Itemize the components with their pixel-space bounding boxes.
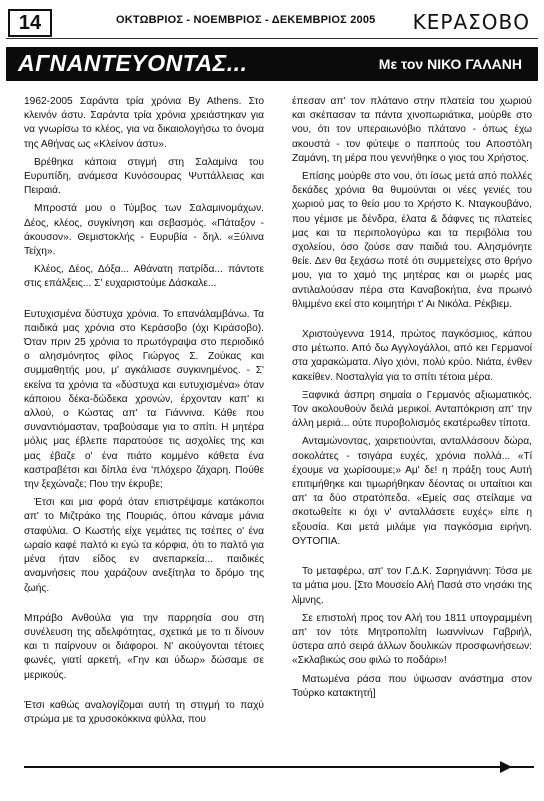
arrow-right-icon [500, 761, 512, 773]
page-number: 14 [8, 9, 52, 37]
paragraph: Σε επιστολή προς τον Αλή του 1811 υπογραμμένη απ' τον τότε Μητροπολίτη Ιωαννίνων Γαβριήλ, ύστερα από σειρά άλλων δουλικών προσφωνήσεων: «Σκλαβικώς σου φιλώ το ποδάρι»! [292, 612, 532, 667]
paragraph: Ανταμώνοντας, χαιρετιούνται, ανταλλάσουν δώρα, σοκολάτες - τσιγάρα ευχές, χρόνια πολλά... «Τί έχουμε να χωρίσουμε;» Αμ' δε! η πράξη τους Αυτή επιτιμήθηκε και τιμωρήθηκαν δέοντας οι υπαίτιοι και απ' τα δύο στρατόπεδα. «Εμείς σας στείλαμε να σκοτωθείτε κι όχι ν' ανταλλάσετε ευχές» είπε η εξουσία. Και μετά μιλάμε για παγκόσμια ειρήνη. ΟΥΤΟΠΙΑ. [292, 436, 532, 547]
paragraph: Βρέθηκα κάποια στιγμή στη Σαλαμίνα του Ευρυπίδη, ανάμεσα Κυνόσουρας Ψυττάλλειας και Πειραιά. [24, 156, 264, 197]
left-column [24, 95, 264, 731]
paragraph: Χριστούγεννα 1914, πρώτος παγκόσμιος, κάπου στο μέτωπο. Από δω Αγγλογάλλοι, από κει Γερμανοί στα χαρακώματα. Λίγο χιόνι, πολύ κρύο. Νιάτα, ένθεν κακείθεν. Νοσταλγία για το σπίτι τέτοια μέρα. [292, 329, 532, 383]
header-rule [6, 38, 538, 39]
paragraph: 1962-2005 Σαράντα τρία χρόνια By Athens. Στο κλεινόν άστυ. Σαράντα τρία χρόνια χρειάστηκαν για να γνωρίσω το κλέος, για να δικαιολογήσω το όνομα της Αθήνας ως «Κλείνον άστυ». [24, 96, 264, 150]
paragraph: Ευτυχισμένα δύστυχα χρόνια. Το επανάλαμβάνω. Τα παιδικά μας χρόνια στο Κεράσοβο (όχι Κιράσοβο). Όταν πριν 25 χρόνια το πρωτόγραψα στο περιοδικό ο αλησμόνητος φίλος Γιώργος Σ. Ζούκας και συμμαθητής μου, μ' αγκάλιασε συγκινημένος. - Σ' εκείνα τα χρόνια τα «δύστυχα και ευτυχισμένα» όταν κάποιου δέκα-δώδεκα χρονών, έρχονταν καπ' κι αλλού, ο Κώστας απ' τα Γιάννινα. Κάθε που συναντιόμασταν, τραβούσαμε για το σπίτι. Η μητέρα μόλις μας έβλεπε παρατούσε τις ασχολίες της και μας έβαζε ο' ένα πιάτο κομμένο κάθετα ένα καστραβέτσι και δίπλα ένα 'πλόχερο ζάχαρη. Πούθε την ξεχώναζε; Που την έκρυβε; [24, 308, 264, 491]
paragraph: Έτσι καθώς αναλογίζομαι αυτή τη στιγμή το παχύ στρώμα με τα χρυσοκόκκινα φύλλα, που [24, 699, 264, 725]
masthead-logo: ΚΕΡΑΣΟΒΟ [412, 10, 530, 34]
paragraph: Έτσι και μια φορά όταν επιστρέψαμε κατάκοποι απ' το Μιζτράκο της Πουριάς, όπου κάναμε μάνια σταφύλια. Ο Κωστής είχε γεμάτες τις τσέπες ο' ένα ωραίο καφέ παλτό κι εγώ τα κόρφια, ότι το παλτό για μένα ήταν είδος εν ανεπαρκεία... παιδικές αναμνήσεις που χαράζουν ανεξίτηλα το δρόμο της ζωής. [24, 497, 264, 594]
issue-date: ΟΚΤΩΒΡΙΟΣ - ΝΟΕΜΒΡΙΟΣ - ΔΕΚΕΜΒΡΙΟΣ 2005 [116, 14, 376, 26]
article-author: Με τον ΝΙΚΟ ΓΑΛΑΝΗ [378, 56, 522, 72]
paragraph: Ξαφνικά άσπρη σημαία ο Γερμανός αξιωματικός. Τον ακολουθούν δειλά μερικοί. Ανταπόκριση απ' την άλλη μεριά... ούτε πυροβολισμός εκατέρωθεν τίποτα. [292, 389, 532, 430]
page-header [6, 6, 538, 36]
article-title: ΑΓΝΑΝΤΕΥΟΝΤΑΣ... [18, 50, 248, 76]
bottom-rule [24, 766, 534, 768]
paragraph: Κλέος, Δέος, Δόξα... Αθάνατη πατρίδα... πάντοτε στις επάλξεις... Σ' ευχαριστούμε Δάσκαλε... [24, 264, 264, 290]
paragraph: Το μεταφέρω, απ' τον Γ.Δ.Κ. Σαρηγιάννη: Τόσα με τα μάτια μου. [Στο Μουσείο Αλή Πασά στο νησάκι της λίμνης. [292, 566, 532, 606]
paragraph: Ματωμένα ράσα που ύψωσαν ανάστημα στον Τούρκο κατακτητή] [292, 673, 532, 699]
paragraph: Μπράβο Ανθούλα για την παρρησία σου στη συνέλευση της αδελφότητας, σχετικά με το τι δίνουν και τι παίρνουν οι διάφοροι. Ν' ακούγονται τέτοιες φωνές, γιατί αρκετή, «Γην και ύδωρ» δώσαμε σε μερικούς. [24, 612, 264, 681]
title-bar [6, 47, 538, 81]
paragraph: Επίσης μούρθε στο νου, ότι ίσως μετά από πολλές δεκάδες χρόνια θα θυμούνται οι νέες γενιές του χωριού μας το θείο μου το Χρήστο Κ. Νταγκουβάνο, που γέμισε με δένδρα, έλατα & δάφνες τις πλατείες μας και τα περιπολογύρω και τα περιβόλια του σχολείου, όσο ζούσε σαν παιδιά του. Αλησμόνητε θείε. Δεν θα ξεχάσω ποτέ ότι συμμετείχες στο θρήνο μου, για το χαμό της μητέρας και οι μωρές μας αντιλαλούσαν πέρα στα Καναβοκήτια, ένα πρωινό θλιμμένο εκεί στο κοιμητήρι τ' Αι Νικόλα. Ρέκβιεμ. [292, 171, 532, 310]
paragraph: Μπροστά μου ο Τύμβος των Σαλαμινομάχων. Δέος, κλέος, συγκίνηση και σεβασμός. «Πάταξον - άκουσον». Θεμιστοκλής - Ευρυβία - δηλ. «Ξύλινα Τείχη». [24, 203, 264, 258]
right-column [292, 95, 532, 705]
paragraph: έπεσαν απ' τον πλάτανο στην πλατεία του χωριού και σκέπασαν τα πάντα χινοπωριάτικα, μούρθε στο νου, ότι τον υπεραιωνόβιο πλάτανο - όπως έχω ακουστά - τον φύτεψε ο παππούς του Αποστόλη Ζαμάνη, τη μέρα που γεννήθηκε ο γιος του Χρήστος. [292, 96, 532, 164]
